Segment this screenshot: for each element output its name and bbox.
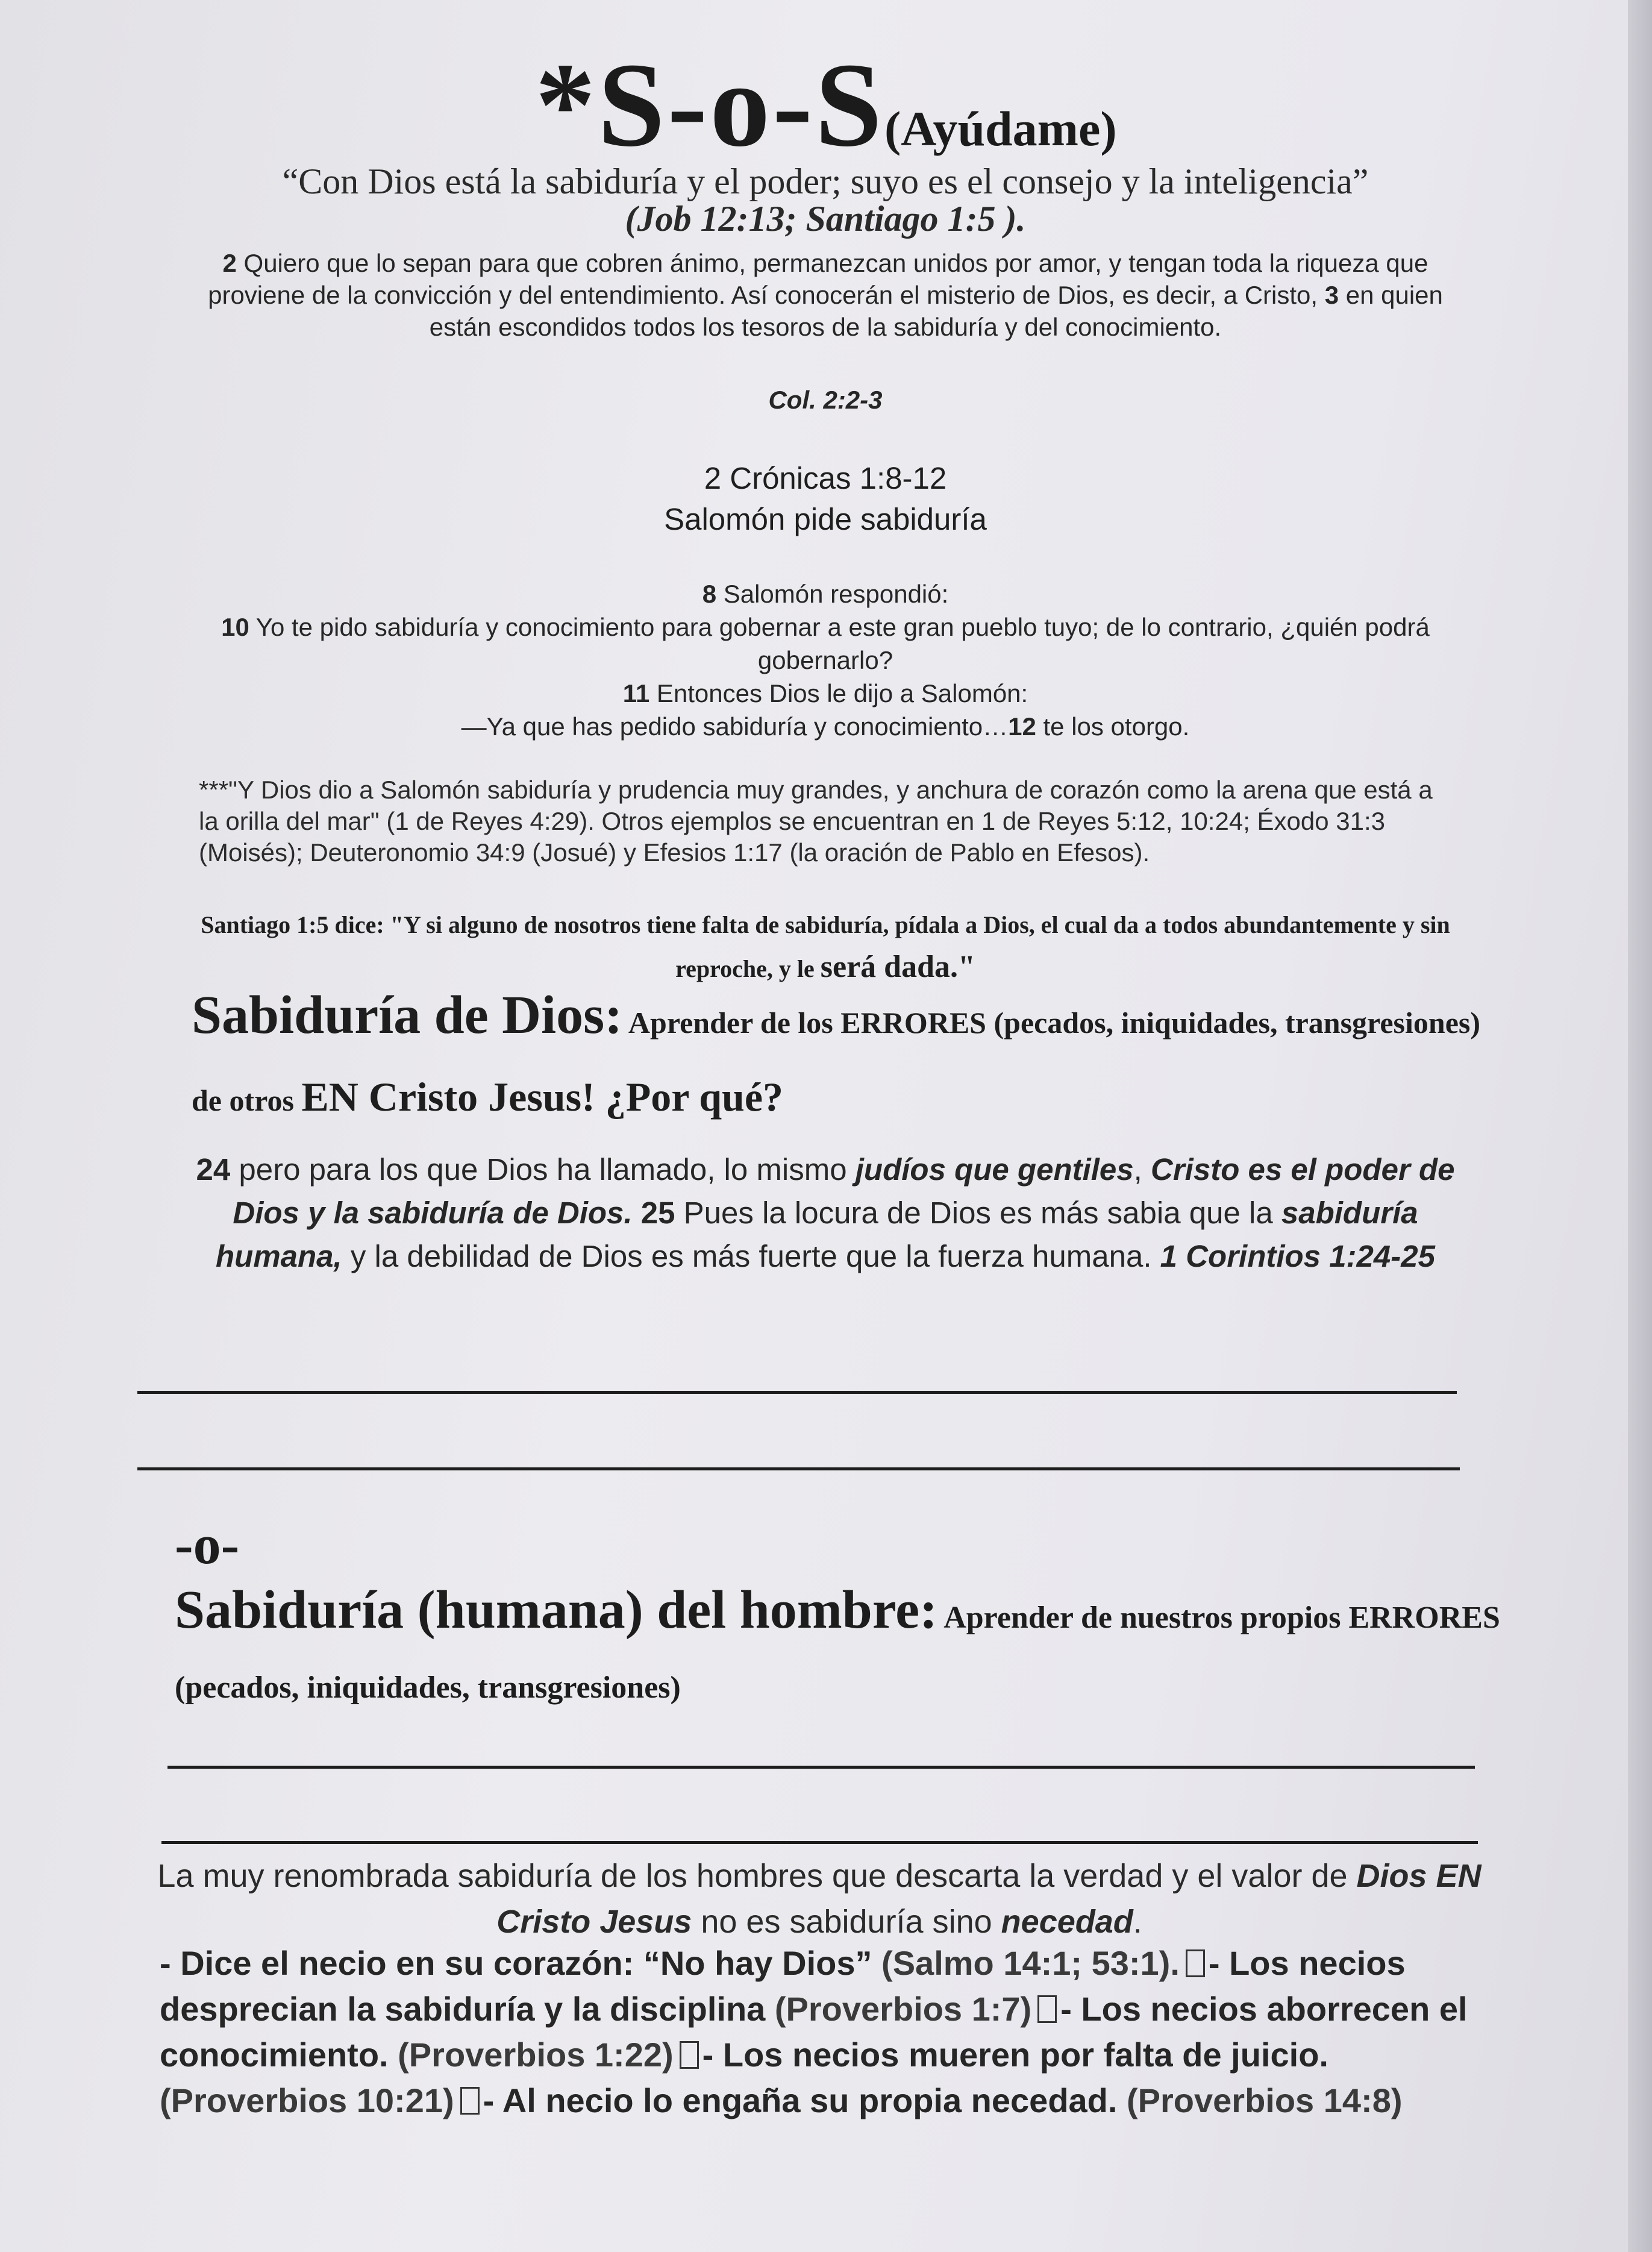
italic-jews-gentiles: judíos que gentiles bbox=[855, 1152, 1134, 1187]
fools-ref-e: (Proverbios 14:8) bbox=[1127, 2081, 1403, 2119]
quote-ref: (Job 12:13; Santiago 1:5 ). bbox=[625, 199, 1026, 239]
chronicles-ref: 2 Crónicas 1:8-12 bbox=[704, 461, 947, 495]
title-sos: S-o-S bbox=[598, 39, 884, 172]
reyes-note: ***"Y Dios dio a Salomón sabiduría y prudencia muy grandes, y anchura de corazón como la arena que está a la orilla del mar" (1 de Reyes 4:29). Otros ejemplos se encuentran en 1 de Reyes 5:12, 10:24; Éxodo 31:3 (Moisés); Deuteronomio 34:9 (Josué) y Efesios 1:17 (la oración de Pablo en Efesos). bbox=[199, 776, 1433, 867]
closing-paragraph bbox=[157, 1853, 1482, 1945]
wisdom-of-man-section bbox=[175, 1579, 1500, 1727]
closing-text-2: no es sabiduría sino bbox=[692, 1904, 1001, 1940]
or-separator: -o- bbox=[175, 1514, 240, 1575]
missing-glyph-box bbox=[1037, 1995, 1057, 2023]
fools-ref-b: (Proverbios 1:7) bbox=[774, 1990, 1032, 2028]
verse-11-12 bbox=[193, 710, 1458, 743]
corinthians-ref: 1 Corintios 1:24-25 bbox=[1160, 1239, 1435, 1273]
fools-ref-c: (Proverbios 1:22) bbox=[398, 2036, 674, 2074]
fools-item-d: - Los necios mueren por falta de juicio. bbox=[702, 2036, 1328, 2074]
wisdom-god-text: Aprender de los ERRORES (pecados, iniquidades, transgresiones) de otros bbox=[192, 1006, 1480, 1117]
page-edge bbox=[1628, 0, 1652, 2252]
verse-text-12: te los otorgo. bbox=[1036, 712, 1190, 741]
verse-text-11b: —Ya que has pedido sabiduría y conocimiento… bbox=[461, 712, 1009, 741]
wisdom-god-heading: Sabiduría de Dios: bbox=[192, 985, 623, 1045]
colossians-ref: Col. 2:2-3 bbox=[768, 386, 883, 414]
fools-item-a: - Dice el necio en su corazón: “No hay Dios” bbox=[160, 1944, 882, 1982]
verse-text-8: Salomón respondió: bbox=[716, 580, 949, 608]
missing-glyph-box bbox=[1186, 1949, 1205, 1977]
verse-8 bbox=[193, 577, 1458, 610]
fools-item-b: - Los necios desprecian la sabiduría y la disciplina bbox=[160, 1944, 1406, 2028]
title-subtitle: (Ayúdame) bbox=[884, 101, 1117, 156]
corinthians-verse bbox=[193, 1148, 1458, 1278]
wisdom-man-heading: Sabiduría (humana) del hombre: bbox=[175, 1580, 938, 1640]
closing-text-1: La muy renombrada sabiduría de los hombres que descarta la verdad y el valor de bbox=[157, 1858, 1357, 1894]
verse-number-11: 11 bbox=[622, 679, 650, 707]
wisdom-god-emphasis: EN Cristo Jesus! ¿Por qué? bbox=[301, 1074, 784, 1120]
answer-line-1 bbox=[137, 1391, 1457, 1394]
missing-glyph-box bbox=[680, 2041, 699, 2069]
italic-christ-power: Cristo es el poder de Dios y la sabiduría de Dios. bbox=[233, 1152, 1455, 1230]
italic-human-wisdom: sabiduría humana, bbox=[216, 1196, 1418, 1273]
title-asterisk: * bbox=[535, 39, 598, 172]
closing-text-3: . bbox=[1133, 1904, 1142, 1940]
verse-number-3: 3 bbox=[1324, 281, 1339, 309]
santiago-emphasis: será dada." bbox=[820, 950, 975, 984]
verse-text-24a: pero para los que Dios ha llamado, lo mismo bbox=[230, 1152, 856, 1187]
fools-item-c: - Los necios aborrecen el conocimiento. bbox=[160, 1990, 1468, 2074]
answer-line-2 bbox=[137, 1467, 1460, 1470]
fools-ref-a: (Salmo 14:1; 53:1). bbox=[881, 1944, 1180, 1982]
verse-number-12: 12 bbox=[1008, 712, 1036, 741]
answer-line-3 bbox=[167, 1766, 1475, 1769]
chronicles-verses bbox=[193, 577, 1458, 743]
santiago-text: Santiago 1:5 dice: "Y si alguno de nosotros tiene falta de sabiduría, pídala a Dios, el cual da a todos abundantemente y sin reproche, y le bbox=[201, 911, 1450, 982]
fools-ref-d: (Proverbios 10:21) bbox=[160, 2081, 454, 2119]
verse-text-10: Yo te pido sabiduría y conocimiento para gobernar a este gran pueblo tuyo; de lo contrario, ¿quién podrá gobernarlo? bbox=[249, 613, 1430, 674]
chronicles-heading: Salomón pide sabiduría bbox=[664, 502, 987, 536]
answer-line-4 bbox=[161, 1841, 1478, 1844]
verse-number-2: 2 bbox=[222, 249, 237, 277]
fools-list bbox=[160, 1940, 1515, 2124]
verse-text-24b: , bbox=[1133, 1152, 1151, 1187]
verse-text-3: en quien están escondidos todos los tesoros de la sabiduría y del conocimiento. bbox=[429, 281, 1443, 341]
verse-number-25: 25 bbox=[632, 1196, 675, 1230]
verse-10 bbox=[193, 610, 1458, 677]
verse-text-25a: Pues la locura de Dios es más sabia que la bbox=[675, 1196, 1281, 1230]
closing-italic-necedad: necedad bbox=[1001, 1904, 1133, 1940]
chronicles-heading-block bbox=[193, 458, 1458, 540]
wisdom-of-god-section bbox=[192, 982, 1481, 1141]
verse-number-10: 10 bbox=[221, 613, 249, 641]
quote-text: “Con Dios está la sabiduría y el poder; suyo es el consejo y la inteligencia” bbox=[282, 162, 1369, 201]
fools-item-e: - Al necio lo engaña su propia necedad. bbox=[483, 2081, 1127, 2119]
verse-text-2: Quiero que lo sepan para que cobren ánimo, permanezcan unidos por amor, y tengan toda la riqueza que proviene de la convicción y del entendimiento. Así conocerán el misterio de Dios, es decir, a Cristo, bbox=[208, 249, 1428, 309]
santiago-quote bbox=[193, 904, 1458, 990]
missing-glyph-box bbox=[460, 2087, 480, 2115]
verse-text-11: Entonces Dios le dijo a Salomón: bbox=[649, 679, 1028, 707]
verse-11 bbox=[193, 677, 1458, 710]
wisdom-man-text: Aprender de nuestros propios ERRORES (pecados, iniquidades, transgresiones) bbox=[175, 1601, 1500, 1705]
document-title bbox=[0, 36, 1652, 174]
closing-italic-christ: Dios EN Cristo Jesus bbox=[496, 1858, 1481, 1940]
verse-text-25b: y la debilidad de Dios es más fuerte que la fuerza humana. bbox=[342, 1239, 1160, 1273]
verse-number-24: 24 bbox=[196, 1152, 231, 1187]
colossians-verse bbox=[193, 247, 1458, 343]
verse-number-8: 8 bbox=[702, 580, 717, 608]
job-quote bbox=[253, 163, 1398, 237]
